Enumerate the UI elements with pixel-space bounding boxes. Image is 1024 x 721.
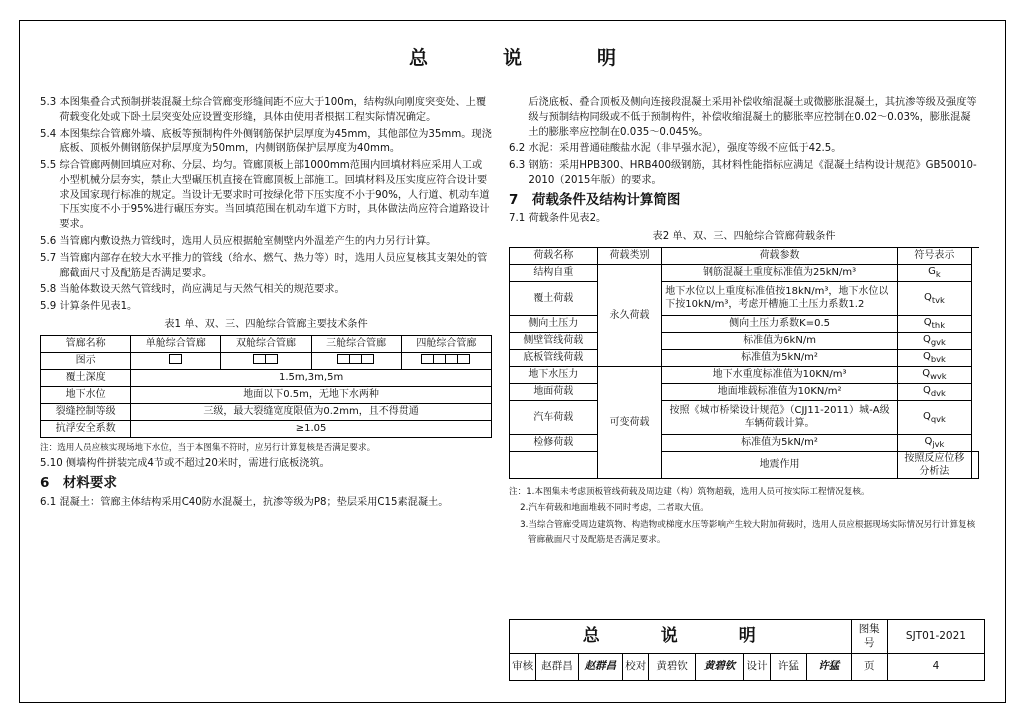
table1-header: 三舱综合管廊 <box>311 335 401 352</box>
table2-header: 符号表示 <box>897 247 971 264</box>
table2-notes <box>509 485 979 547</box>
design-label: 设计 <box>744 654 770 681</box>
table1-header: 四舱综合管廊 <box>401 335 491 352</box>
table2-header: 荷载名称 <box>510 247 598 264</box>
table1-header-row <box>41 335 492 352</box>
title-block-title: 总 说 明 <box>510 620 852 654</box>
designer-signature: 许猛 <box>807 654 851 681</box>
atlas-label: 图集号 <box>851 620 887 654</box>
table1-row <box>41 369 492 386</box>
load-symbol: $Q_{tvk}$ <box>897 281 971 315</box>
check-label: 校对 <box>623 654 649 681</box>
table2-row <box>510 332 979 349</box>
load-symbol: $Q_{dvk}$ <box>897 383 971 400</box>
review-label: 审核 <box>510 654 536 681</box>
quad-cabin-diagram <box>401 352 491 369</box>
clause-5-3: 5.3 本图集叠合式预制拼装混凝土综合管廊变形缝间距不应大于100m，结构纵向刚度突变处、上覆荷载变化处或下卧土层突变处应设置变形缝，具体由使用者根据工程实际情况确定。 <box>40 97 487 123</box>
table2-row <box>510 383 979 400</box>
load-param: 地下水重度标准值为10KN/m³ <box>662 366 898 383</box>
table1-row-label: 裂缝控制等级 <box>41 403 131 420</box>
load-param: 地面堆载标准值为10KN/m² <box>662 383 898 400</box>
table2-caption: 表2 单、双、三、四舱综合管廊荷载条件 <box>652 231 836 243</box>
load-param: 标准值为6kN/m <box>662 332 898 349</box>
title-block <box>509 619 985 681</box>
double-cabin-diagram <box>221 352 311 369</box>
table1-row-label: 抗浮安全系数 <box>41 420 131 437</box>
clause-5-4: 5.4 本图集综合管廊外墙、底板等预制构件外侧钢筋保护层厚度为45mm，其他部位为35mm。现浇底板、顶板外侧钢筋保护层厚度为50mm，内侧钢筋保护层厚度为40mm。 <box>40 128 492 155</box>
clause-5-6: 5.6 当管廊内敷设热力管线时，选用人员应根据舱室侧壁内外温差产生的内力另行计算。 <box>40 236 437 248</box>
load-name: 侧向土压力 <box>510 315 598 332</box>
load-param: 标准值为5kN/m² <box>662 434 898 451</box>
load-param: 地下水位以上重度标准值按18kN/m³，地下水位以下按10kN/m³，考虑开槽施工土压力系数1.2 <box>662 281 898 315</box>
load-param: 标准值为5kN/m² <box>662 349 898 366</box>
table1-row <box>41 352 492 369</box>
load-name: 覆土荷载 <box>510 281 598 315</box>
table1-row-label: 图示 <box>41 352 131 369</box>
table2-note-1: 注：1.本图集未考虑顶板管线荷载及周边建（构）筑物超载，选用人员可按实际工程情况复核。 <box>509 486 870 497</box>
section-7-heading: 7 荷载条件及结构计算简图 <box>509 191 681 208</box>
left-column <box>40 96 492 513</box>
load-name: 检修荷载 <box>510 434 598 451</box>
clause-6-2: 6.2 水泥：采用普通硅酸盐水泥（非早强水泥），强度等级不应低于42.5。 <box>509 143 842 155</box>
reviewer-signature: 赵群昌 <box>578 654 622 681</box>
table1-row-value: 三级，最大裂缝宽度限值为0.2mm，且不得贯通 <box>131 403 492 420</box>
section-6-heading: 6 材料要求 <box>40 475 117 492</box>
table2-header: 荷载类别 <box>597 247 662 264</box>
load-symbol: $Q_{qvk}$ <box>897 400 971 434</box>
load-param: 钢筋混凝土重度标准值为25kN/m³ <box>662 264 898 281</box>
table1-row-label: 覆土深度 <box>41 369 131 386</box>
load-symbol: $G_k$ <box>897 264 971 281</box>
clause-7-1: 7.1 荷载条件见表2。 <box>509 213 607 225</box>
table2-row <box>510 281 979 315</box>
load-name: 底板管线荷载 <box>510 349 598 366</box>
load-param: 按照反应位移分析法 <box>897 451 971 478</box>
atlas-number: SJT01-2021 <box>887 620 984 654</box>
table2-note-3: 3.当综合管廊受周边建筑物、构造物或梯度水压等影响产生较大附加荷载时，选用人员应根据现场实际情况另行计算复核管廊截面尺寸及配筋是否满足要求。 <box>520 520 976 545</box>
table2-note-2: 2.汽车荷载和地面堆载不同时考虑，二者取大值。 <box>520 503 709 514</box>
page-label: 页 <box>851 654 887 681</box>
load-category-seismic: 地震作用 <box>662 451 898 478</box>
table1-row <box>41 386 492 403</box>
load-name <box>510 451 598 478</box>
load-symbol: $Q_{jvk}$ <box>897 434 971 451</box>
clause-5-10: 5.10 侧墙构件拼装完成4节或不超过20米时，需进行底板浇筑。 <box>40 458 330 470</box>
table1-header: 单舱综合管廊 <box>131 335 221 352</box>
load-symbol: $Q_{thk}$ <box>897 315 971 332</box>
table1-row-value: 1.5m,3m,5m <box>131 369 492 386</box>
load-param: 侧向土压力系数K=0.5 <box>662 315 898 332</box>
reviewer-name: 赵群昌 <box>536 654 578 681</box>
load-category-variable: 可变荷载 <box>597 366 662 478</box>
table2-header: 荷载参数 <box>662 247 898 264</box>
load-name: 侧壁管线荷载 <box>510 332 598 349</box>
load-symbol <box>972 451 979 478</box>
table2-header-row <box>510 247 979 264</box>
table2-row <box>510 264 979 281</box>
clause-6-1: 6.1 混凝土：管廊主体结构采用C40防水混凝土，抗渗等级为P8；垫层采用C15素混凝土。 <box>40 496 449 508</box>
table2-row <box>510 315 979 332</box>
table2-row <box>510 434 979 451</box>
table2-row <box>510 400 979 434</box>
clause-5-8: 5.8 当舱体数设天然气管线时，尚应满足与天然气相关的规范要求。 <box>40 284 345 296</box>
checker-name: 黄碧钦 <box>649 654 695 681</box>
load-name: 汽车荷载 <box>510 400 598 434</box>
clause-5-5: 5.5 综合管廊两侧回填应对称、分层、均匀。管廊顶板上部1000mm范围内回填材料应采用人工或小型机械分层夯实，禁止大型碾压机直接在管廊顶板上部施工。回填材料及压实度应符合设计要求及国家现行标准的规定。当设计无要求时可按绿化带下压实度不小于90%，人行道、机动车道下压实度不小于95%进行碾压夯实。当回填范围在机动车道下方时，具体做法尚应符合道路设计要求。 <box>40 160 490 231</box>
clause-6-3: 6.3 钢筋：采用HPB300、HRB400级钢筋，其材料性能指标应满足《混凝土结构设计规范》GB50010-2010（2015年版）的要求。 <box>509 160 977 186</box>
clause-5-7: 5.7 当管廊内部存在较大水平推力的管线（给水、燃气、热力等）时，选用人员应复核其支架处的管廊截面尺寸及配筋是否满足要求。 <box>40 252 488 279</box>
table2-row <box>510 349 979 366</box>
table1-note: 注：选用人员应核实现场地下水位，当于本图集不符时，应另行计算复核是否满足要求。 <box>40 442 376 453</box>
table1-row <box>41 403 492 420</box>
page-number: 4 <box>887 654 984 681</box>
clause-6-1-continued: 后浇底板、叠合顶板及侧向连接段混凝土采用补偿收缩混凝土或微膨胀混凝土，其抗渗等级及强度等级与预制结构同级或不低于预制构件，补偿收缩混凝土的膨胀率应控制在0.02～0.03%，膨胀混凝土的膨胀率应控制在0.035～0.045%。 <box>528 97 977 138</box>
load-name: 地面荷载 <box>510 383 598 400</box>
table1-row-label: 地下水位 <box>41 386 131 403</box>
table2 <box>509 247 979 479</box>
table2-row <box>510 451 979 478</box>
page-title: 总 说 明 <box>408 47 644 69</box>
load-symbol: $Q_{wvk}$ <box>897 366 971 383</box>
table2-row <box>510 366 979 383</box>
designer-name: 许猛 <box>770 654 806 681</box>
load-name: 结构自重 <box>510 264 598 281</box>
table1 <box>40 335 492 438</box>
checker-signature: 黄碧钦 <box>695 654 744 681</box>
load-symbol: $Q_{gvk}$ <box>897 332 971 349</box>
triple-cabin-diagram <box>311 352 401 369</box>
load-name: 地下水压力 <box>510 366 598 383</box>
table1-row <box>41 420 492 437</box>
load-symbol: $Q_{bvk}$ <box>897 349 971 366</box>
table1-caption: 表1 单、双、三、四舱综合管廊主要技术条件 <box>164 318 368 330</box>
table1-header: 双舱综合管廊 <box>221 335 311 352</box>
table1-header: 管廊名称 <box>41 335 131 352</box>
load-param: 按照《城市桥梁设计规范》（CJJ11-2011）城-A级车辆荷载计算。 <box>662 400 898 434</box>
single-cabin-diagram <box>131 352 221 369</box>
table1-row-value: 地面以下0.5m，无地下水两种 <box>131 386 492 403</box>
table1-row-value: ≥1.05 <box>131 420 492 437</box>
clause-5-9: 5.9 计算条件见表1。 <box>40 301 138 313</box>
load-category-permanent: 永久荷载 <box>597 264 662 366</box>
right-column <box>509 96 979 549</box>
